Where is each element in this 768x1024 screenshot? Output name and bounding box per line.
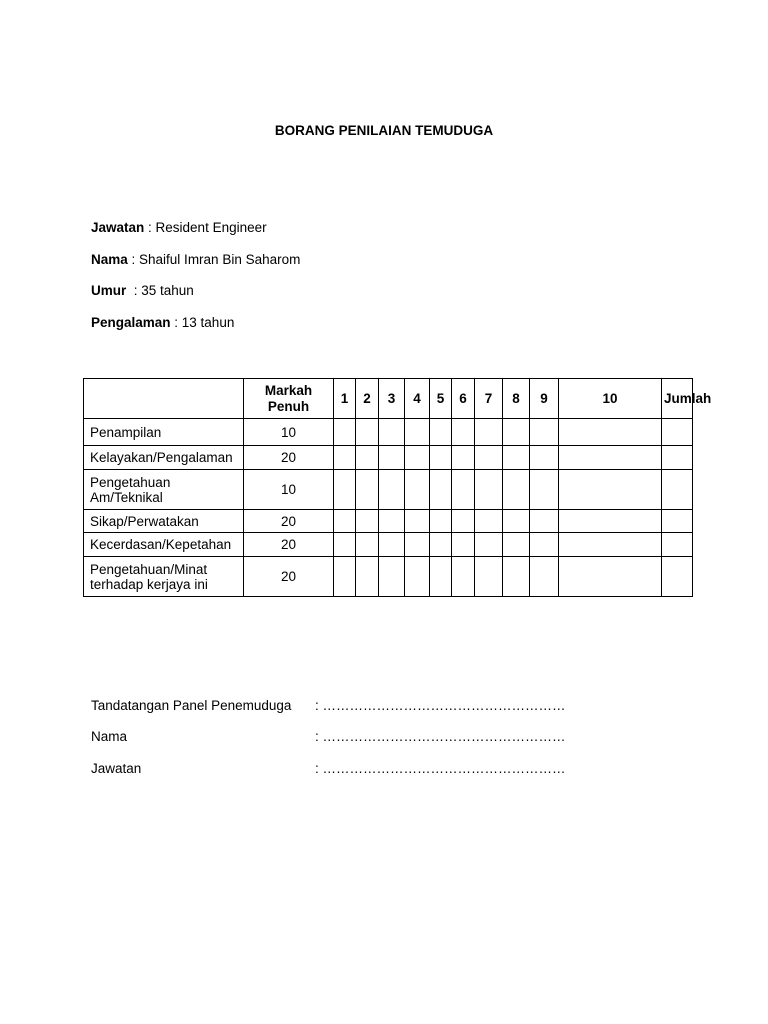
info-label: Pengalaman [91,315,171,330]
score-cell[interactable] [334,533,356,557]
header-max-line: Markah [264,382,313,398]
score-cell[interactable] [379,533,405,557]
criteria-line: Kecerdasan/Kepetahan [90,537,232,552]
info-umur [91,283,194,298]
score-cell[interactable] [452,446,475,470]
info-value: : 35 tahun [126,283,194,298]
criteria-line: Am/Teknikal [90,489,163,505]
score-cell[interactable] [503,557,530,597]
score-cell[interactable] [405,557,430,597]
criteria-line: Sikap/Perwatakan [90,513,199,529]
score-cell[interactable] [334,419,356,446]
score-cell[interactable] [405,470,430,510]
total-cell[interactable] [662,419,693,446]
info-label: Jawatan [91,220,145,235]
score-cell[interactable] [379,510,405,533]
info-pengalaman [91,315,234,330]
score-cell[interactable] [356,446,379,470]
score-cell[interactable] [452,419,475,446]
criteria-cell [84,510,244,533]
form-title: BORANG PENILAIAN TEMUDUGA [274,123,494,138]
score-cell[interactable] [503,446,530,470]
criteria-line: Penampilan [90,424,162,440]
score-cell[interactable] [379,470,405,510]
score-cell[interactable] [430,533,452,557]
info-nama [91,252,300,267]
max-marks-cell: 10 [244,470,334,510]
score-cell[interactable] [530,510,559,533]
score-cell[interactable] [475,557,503,597]
score-cell[interactable] [559,446,662,470]
header-score: 2 [356,379,379,419]
max-marks-cell: 20 [244,510,334,533]
score-cell[interactable] [334,557,356,597]
score-cell[interactable] [559,510,662,533]
score-cell[interactable] [405,446,430,470]
criteria-cell [84,557,244,597]
score-cell[interactable] [503,510,530,533]
score-cell[interactable] [430,510,452,533]
score-cell[interactable] [559,419,662,446]
criteria-cell [84,446,244,470]
info-label: Umur [91,283,127,298]
score-cell[interactable] [356,557,379,597]
max-marks-cell: 20 [244,533,334,557]
score-cell[interactable] [530,557,559,597]
header-score: 3 [379,379,405,419]
criteria-cell [84,419,244,446]
signature-label: Tandatangan Panel Penemuduga [91,698,292,713]
table-row [84,510,693,533]
score-cell[interactable] [452,510,475,533]
info-jawatan [91,220,267,235]
signature-label: Nama [91,729,128,744]
score-cell[interactable] [452,470,475,510]
criteria-cell [84,533,244,557]
header-score: 6 [452,379,475,419]
header-score: 5 [430,379,452,419]
signature-line[interactable]: : ……………………………………………… [315,761,566,776]
header-score: 9 [530,379,559,419]
max-marks-cell: 10 [244,419,334,446]
score-cell[interactable] [405,533,430,557]
table-row [84,533,693,557]
score-cell[interactable] [559,470,662,510]
score-cell[interactable] [475,419,503,446]
signature-row-panel [91,698,566,713]
score-cell[interactable] [430,419,452,446]
table-row [84,470,693,510]
score-cell[interactable] [356,470,379,510]
header-score: 4 [405,379,430,419]
max-marks-cell: 20 [244,446,334,470]
score-cell[interactable] [356,510,379,533]
signature-line[interactable]: : ……………………………………………… [315,698,566,713]
score-cell[interactable] [503,533,530,557]
criteria-line: Pengetahuan [90,474,171,490]
score-cell[interactable] [475,470,503,510]
score-cell[interactable] [530,533,559,557]
signature-row-name [91,729,566,744]
max-marks-cell: 20 [244,557,334,597]
score-cell[interactable] [379,446,405,470]
score-cell[interactable] [405,510,430,533]
score-cell[interactable] [559,533,662,557]
criteria-cell [84,470,244,510]
table-row [84,419,693,446]
total-cell[interactable] [662,510,693,533]
table-row [84,446,693,470]
score-cell[interactable] [334,510,356,533]
score-cell[interactable] [452,557,475,597]
signature-label: Jawatan [91,761,142,776]
total-cell[interactable] [662,533,693,557]
score-cell[interactable] [475,446,503,470]
info-value: : Resident Engineer [144,220,267,235]
criteria-line: Pengetahuan/Minat [90,561,208,577]
header-score: 7 [475,379,503,419]
header-score: 1 [334,379,356,419]
assessment-table [83,378,712,597]
score-cell[interactable] [430,557,452,597]
score-cell[interactable] [430,446,452,470]
header-criteria [84,379,244,419]
header-total: Jumlah [662,379,693,419]
score-cell[interactable] [475,510,503,533]
header-max-marks [244,379,334,419]
score-cell[interactable] [430,470,452,510]
table-header-row [84,379,693,419]
score-cell[interactable] [334,446,356,470]
header-score: 10 [559,379,662,419]
total-cell[interactable] [662,446,693,470]
criteria-line: Kelayakan/Pengalaman [90,450,233,465]
header-score: 8 [503,379,530,419]
table-row [84,557,693,597]
score-cell[interactable] [503,419,530,446]
signature-row-position [91,761,566,776]
total-cell[interactable] [662,470,693,510]
score-cell[interactable] [405,419,430,446]
total-cell[interactable] [662,557,693,597]
header-max-line: Penuh [267,398,310,414]
score-cell[interactable] [503,470,530,510]
score-cell[interactable] [530,446,559,470]
signature-line[interactable]: : ……………………………………………… [315,729,566,744]
score-cell[interactable] [559,557,662,597]
info-value: : Shaiful Imran Bin Saharom [127,252,301,267]
score-cell[interactable] [356,419,379,446]
score-cell[interactable] [334,470,356,510]
score-cell[interactable] [452,533,475,557]
score-cell[interactable] [356,533,379,557]
info-label: Nama [91,252,128,267]
score-cell[interactable] [530,470,559,510]
info-value: : 13 tahun [170,315,235,330]
score-cell[interactable] [379,557,405,597]
criteria-line: terhadap kerjaya ini [90,576,208,592]
score-cell[interactable] [379,419,405,446]
score-cell[interactable] [475,533,503,557]
score-cell[interactable] [530,419,559,446]
